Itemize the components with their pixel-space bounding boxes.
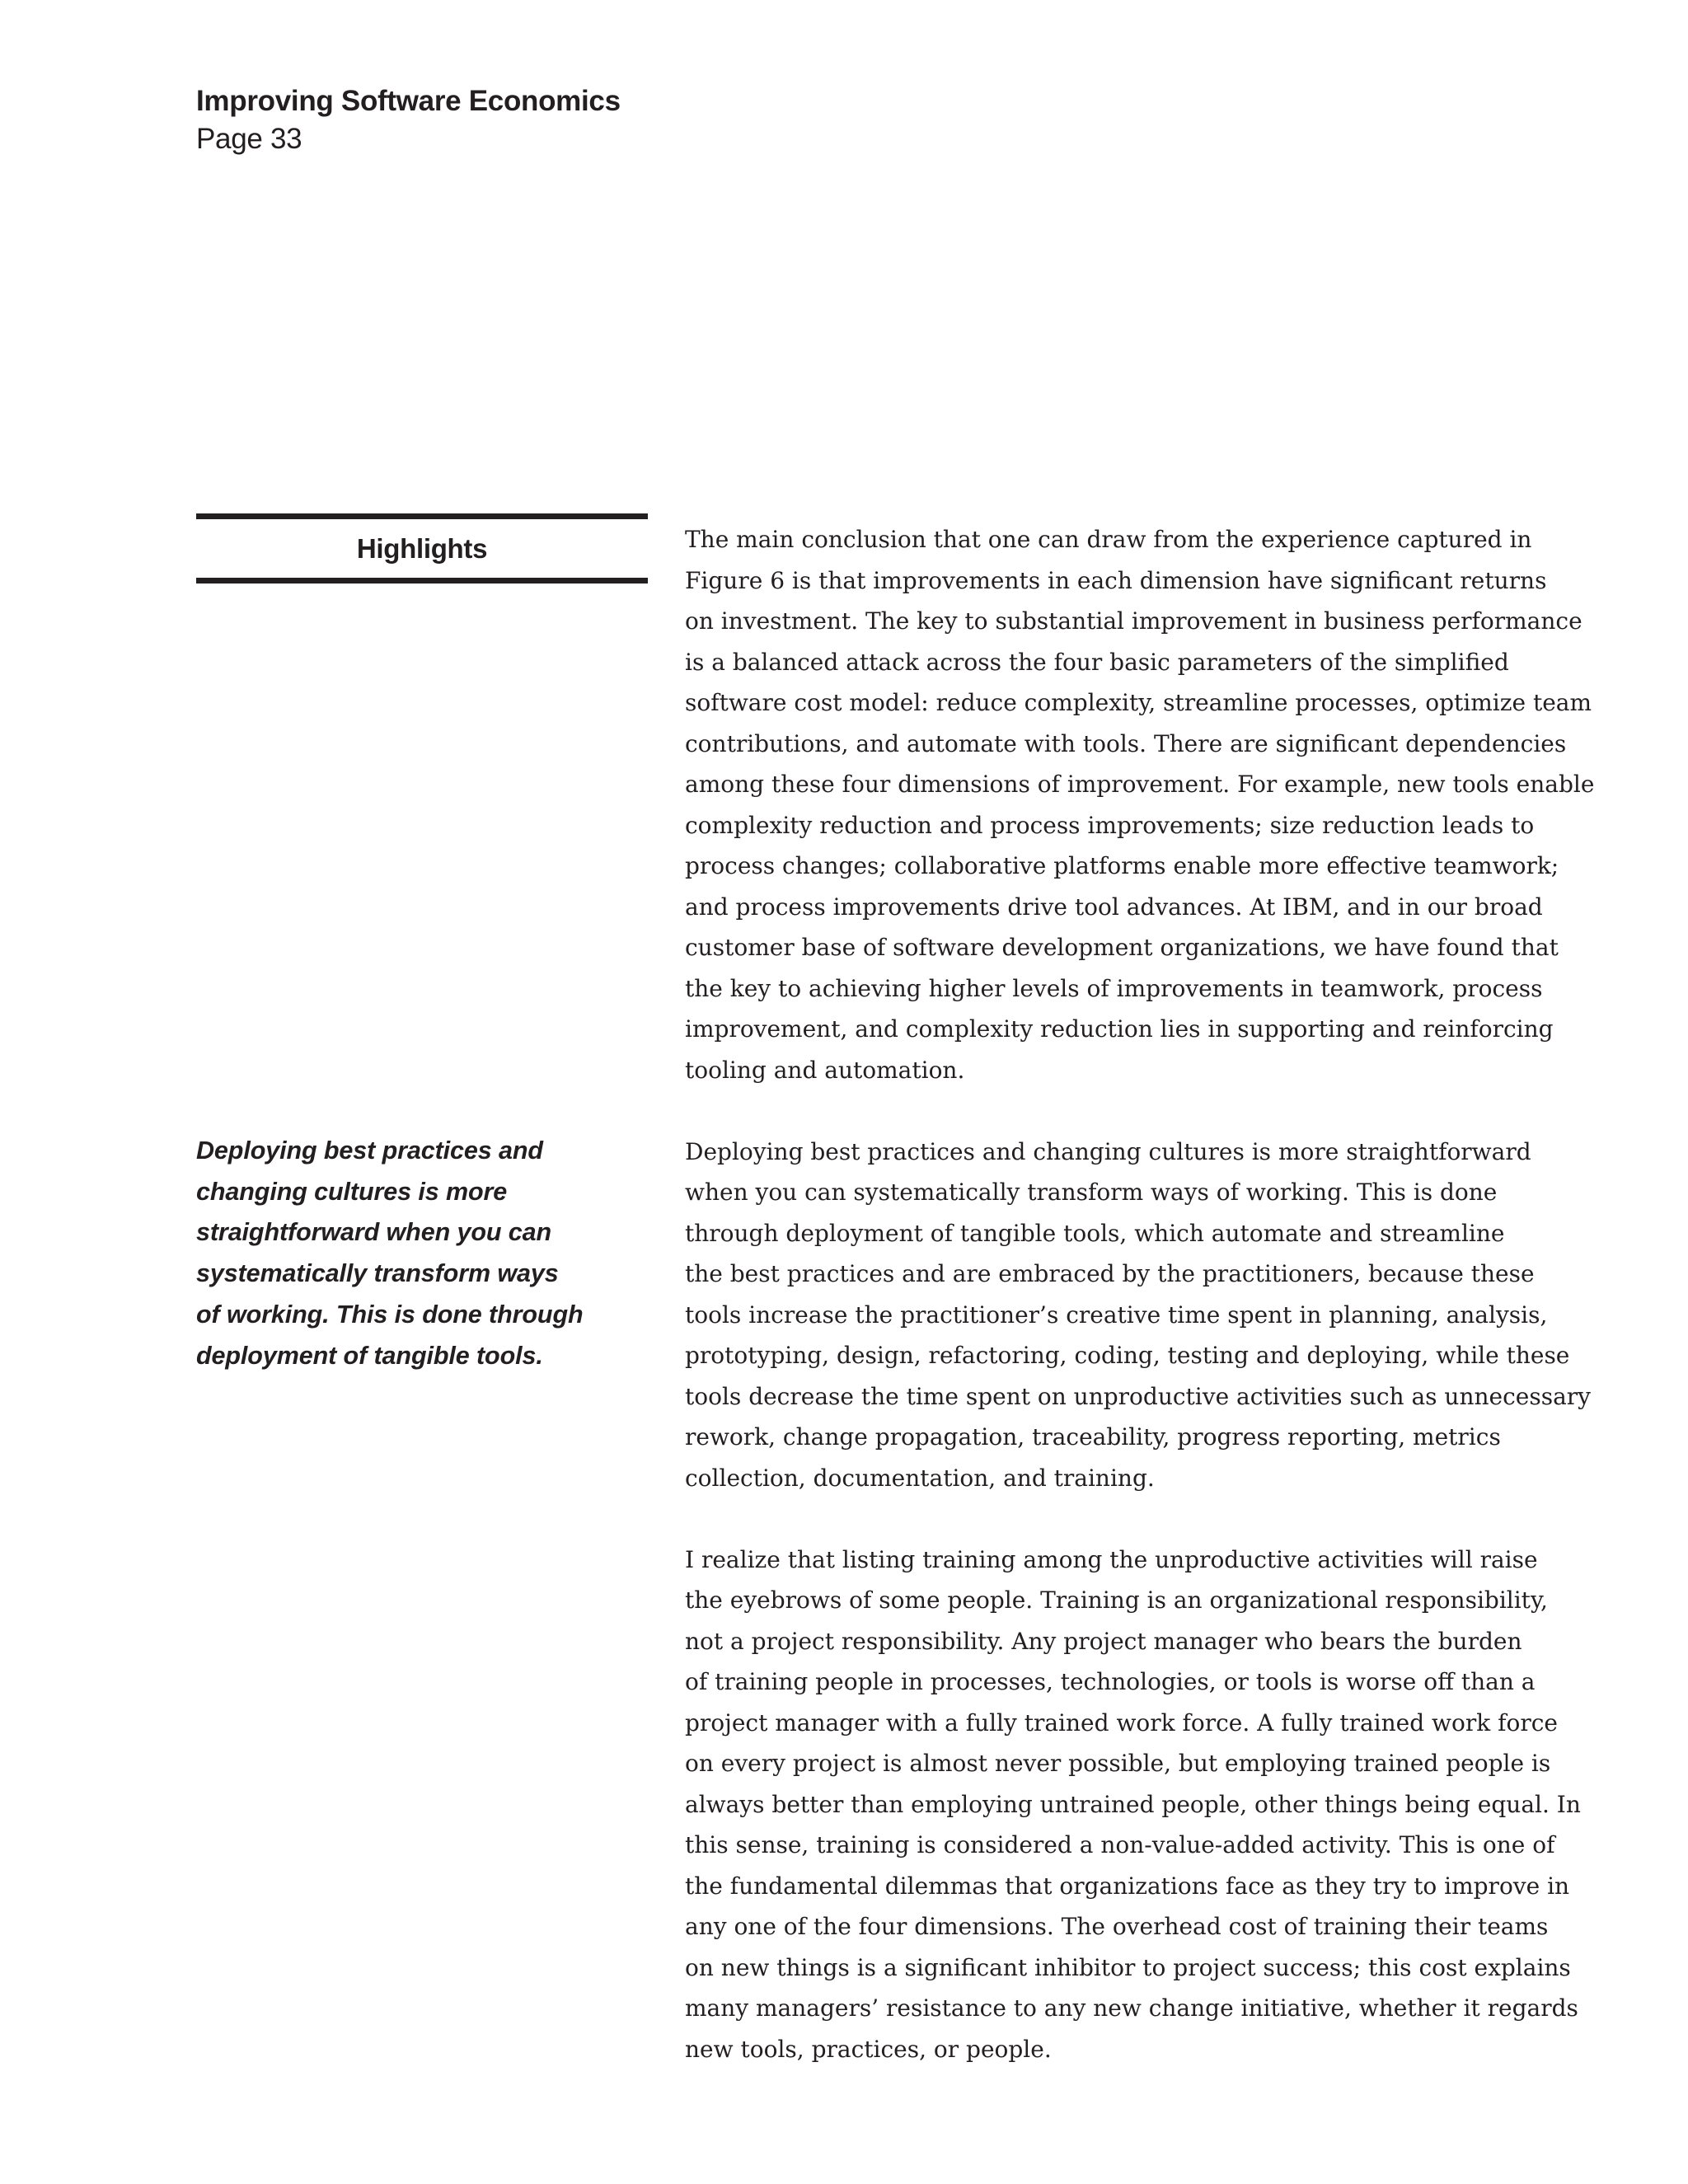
text-line: many managers’ resistance to any new change initiative, whether it regards <box>685 1994 1578 2022</box>
text-line: software cost model: reduce complexity, streamline processes, optimize team <box>685 689 1592 716</box>
callout-line: of working. This is done through <box>196 1300 584 1329</box>
text-line: improvement, and complexity reduction lies in supporting and reinforcing <box>685 1015 1554 1043</box>
text-line: project manager with a fully trained work force. A fully trained work force <box>685 1708 1558 1736</box>
text-line: any one of the four dimensions. The overhead cost of training their teams <box>685 1913 1549 1940</box>
text-line: this sense, training is considered a non-value-added activity. This is one of <box>685 1831 1555 1858</box>
text-line: always better than employing untrained people, other things being equal. In <box>685 1790 1581 1818</box>
text-line: among these four dimensions of improvement. For example, new tools enable <box>685 771 1595 798</box>
callout-line: systematically transform ways <box>196 1259 559 1288</box>
text-line: the key to achieving higher levels of improvements in teamwork, process <box>685 974 1543 1002</box>
text-line: the fundamental dilemmas that organizations face as they try to improve in <box>685 1872 1570 1900</box>
text-line: Figure 6 is that improvements in each dimension have significant returns <box>685 566 1547 594</box>
text-line: on investment. The key to substantial improvement in business performance <box>685 607 1582 635</box>
text-line: tooling and automation. <box>685 1056 965 1084</box>
document-title: Improving Software Economics <box>196 85 621 117</box>
text-line: collection, documentation, and training. <box>685 1464 1155 1492</box>
page-number: Page 33 <box>196 123 302 155</box>
text-line: Deploying best practices and changing cultures is more straightforward <box>685 1137 1531 1165</box>
paragraph-best-practices <box>685 1132 1591 1499</box>
paragraph-training <box>685 1540 1581 2070</box>
paragraph-conclusion <box>685 519 1595 1090</box>
text-line: when you can systematically transform ways of working. This is done <box>685 1179 1498 1206</box>
callout-line: straightforward when you can <box>196 1218 552 1247</box>
text-line: customer base of software development organizations, we have found that <box>685 934 1559 961</box>
text-line: the best practices and are embraced by the practitioners, because these <box>685 1260 1535 1287</box>
callout-line: changing cultures is more <box>196 1177 508 1206</box>
text-line: on new things is a significant inhibitor to project success; this cost explains <box>685 1953 1571 1981</box>
callout-line: Deploying best practices and <box>196 1137 543 1165</box>
text-line: The main conclusion that one can draw from the experience captured in <box>685 526 1532 553</box>
text-line: on every project is almost never possible, but employing trained people is <box>685 1750 1551 1777</box>
body-text <box>685 519 1595 2069</box>
text-line: and process improvements drive tool advances. At IBM, and in our broad <box>685 893 1543 921</box>
text-line: contributions, and automate with tools. There are significant dependencies <box>685 729 1567 757</box>
text-line: new tools, practices, or people. <box>685 2035 1052 2063</box>
text-line: tools decrease the time spent on unproductive activities such as unnecessary <box>685 1382 1591 1410</box>
callout-line: deployment of tangible tools. <box>196 1341 543 1370</box>
text-line: prototyping, design, refactoring, coding, testing and deploying, while these <box>685 1342 1570 1369</box>
text-line: I realize that listing training among the unproductive activities will raise <box>685 1545 1538 1573</box>
highlight-callout <box>196 1131 608 1376</box>
highlights-heading: Highlights <box>356 532 488 564</box>
text-line: process changes; collaborative platforms enable more effective teamwork; <box>685 852 1559 879</box>
text-line: through deployment of tangible tools, which automate and streamline <box>685 1219 1505 1247</box>
text-line: is a balanced attack across the four basic parameters of the simplified <box>685 648 1509 676</box>
text-line: not a project responsibility. Any project manager who bears the burden <box>685 1627 1522 1655</box>
text-line: tools increase the practitioner’s creative time spent in planning, analysis, <box>685 1301 1548 1329</box>
page-header <box>196 82 621 158</box>
text-line: the eyebrows of some people. Training is an organizational responsibility, <box>685 1586 1548 1614</box>
text-line: rework, change propagation, traceability, progress reporting, metrics <box>685 1423 1501 1451</box>
text-line: complexity reduction and process improvements; size reduction leads to <box>685 811 1535 839</box>
highlights-heading-box <box>196 513 648 583</box>
text-line: of training people in processes, technologies, or tools is worse off than a <box>685 1668 1536 1695</box>
